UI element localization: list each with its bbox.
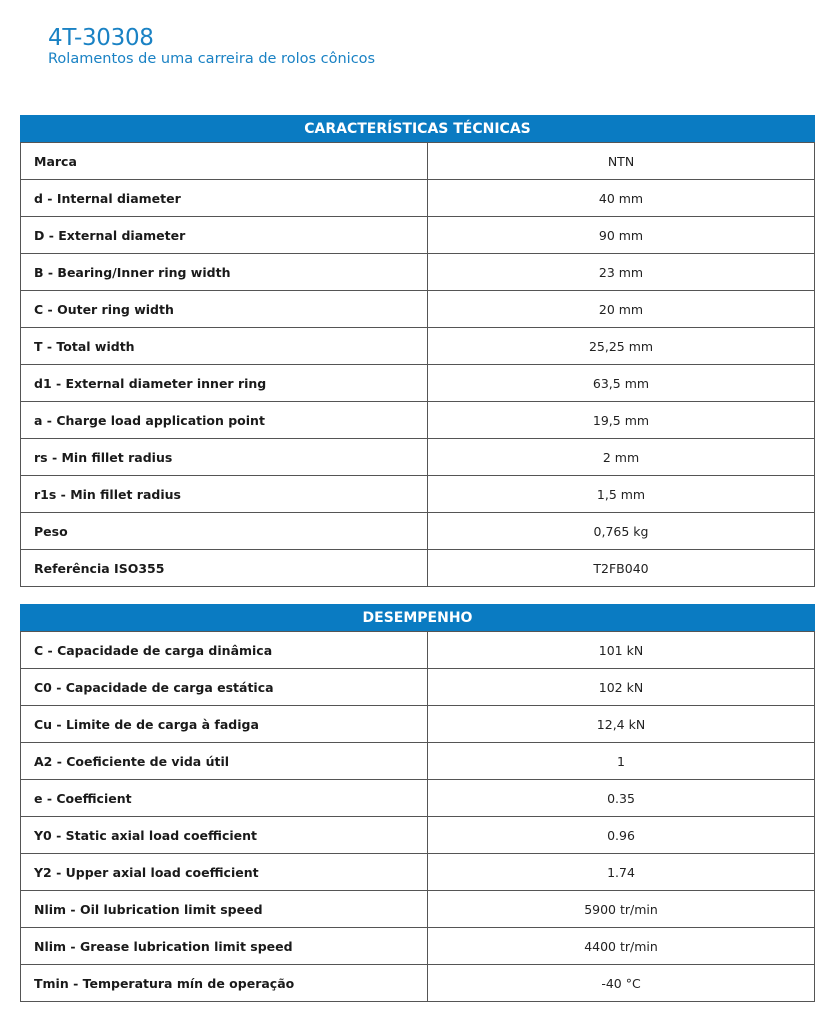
table-row	[21, 291, 815, 328]
spec-value: 23 mm	[428, 254, 815, 291]
spec-value: NTN	[428, 143, 815, 180]
spec-label: Nlim - Grease lubrication limit speed	[21, 928, 428, 965]
table-row	[21, 780, 815, 817]
spec-value: 63,5 mm	[428, 365, 815, 402]
spec-label: B - Bearing/Inner ring width	[21, 254, 428, 291]
spec-label: Y2 - Upper axial load coefficient	[21, 854, 428, 891]
spec-value: 25,25 mm	[428, 328, 815, 365]
table-row	[21, 365, 815, 402]
spec-value: 0,765 kg	[428, 513, 815, 550]
spec-value: 4400 tr/min	[428, 928, 815, 965]
performance-table	[20, 631, 815, 1002]
spec-label: Nlim - Oil lubrication limit speed	[21, 891, 428, 928]
spec-value: 102 kN	[428, 669, 815, 706]
spec-value: 2 mm	[428, 439, 815, 476]
spec-label: rs - Min fillet radius	[21, 439, 428, 476]
table-row	[21, 180, 815, 217]
table-row	[21, 854, 815, 891]
page-subtitle: Rolamentos de uma carreira de rolos cônicos	[48, 51, 376, 67]
spec-value: 12,4 kN	[428, 706, 815, 743]
table-row	[21, 669, 815, 706]
spec-value: 90 mm	[428, 217, 815, 254]
spec-value: 20 mm	[428, 291, 815, 328]
spec-value: 1.74	[428, 854, 815, 891]
spec-label: T - Total width	[21, 328, 428, 365]
table-row	[21, 965, 815, 1002]
spec-label: d - Internal diameter	[21, 180, 428, 217]
section-header: DESEMPENHO	[20, 604, 815, 631]
table-row	[21, 550, 815, 587]
table-row	[21, 817, 815, 854]
spec-label: d1 - External diameter inner ring	[21, 365, 428, 402]
spec-label: A2 - Coeficiente de vida útil	[21, 743, 428, 780]
spec-label: Referência ISO355	[21, 550, 428, 587]
spec-label: C - Capacidade de carga dinâmica	[21, 632, 428, 669]
table-row	[21, 254, 815, 291]
spec-value: 5900 tr/min	[428, 891, 815, 928]
spec-value: 1	[428, 743, 815, 780]
table-row	[21, 328, 815, 365]
table-row	[21, 476, 815, 513]
table-row	[21, 439, 815, 476]
table-row	[21, 143, 815, 180]
performance-section	[20, 604, 815, 1002]
table-row	[21, 402, 815, 439]
table-row	[21, 743, 815, 780]
table-row	[21, 632, 815, 669]
spec-label: Y0 - Static axial load coefficient	[21, 817, 428, 854]
spec-value: -40 °C	[428, 965, 815, 1002]
section-header: CARACTERÍSTICAS TÉCNICAS	[20, 115, 815, 142]
spec-value: 101 kN	[428, 632, 815, 669]
spec-value: 0.35	[428, 780, 815, 817]
table-row	[21, 706, 815, 743]
spec-value: 19,5 mm	[428, 402, 815, 439]
spec-value: T2FB040	[428, 550, 815, 587]
table-row	[21, 513, 815, 550]
spec-label: Tmin - Temperatura mín de operação	[21, 965, 428, 1002]
spec-label: Marca	[21, 143, 428, 180]
spec-label: D - External diameter	[21, 217, 428, 254]
page-title: 4T-30308	[48, 25, 154, 51]
table-row	[21, 928, 815, 965]
table-row	[21, 891, 815, 928]
spec-label: C0 - Capacidade de carga estática	[21, 669, 428, 706]
spec-label: Cu - Limite de de carga à fadiga	[21, 706, 428, 743]
technical-specs-table	[20, 142, 815, 587]
spec-label: r1s - Min fillet radius	[21, 476, 428, 513]
spec-label: C - Outer ring width	[21, 291, 428, 328]
table-row	[21, 217, 815, 254]
spec-value: 0.96	[428, 817, 815, 854]
spec-label: a - Charge load application point	[21, 402, 428, 439]
technical-specs-section	[20, 115, 815, 587]
spec-label: Peso	[21, 513, 428, 550]
spec-value: 40 mm	[428, 180, 815, 217]
spec-value: 1,5 mm	[428, 476, 815, 513]
spec-label: e - Coefficient	[21, 780, 428, 817]
